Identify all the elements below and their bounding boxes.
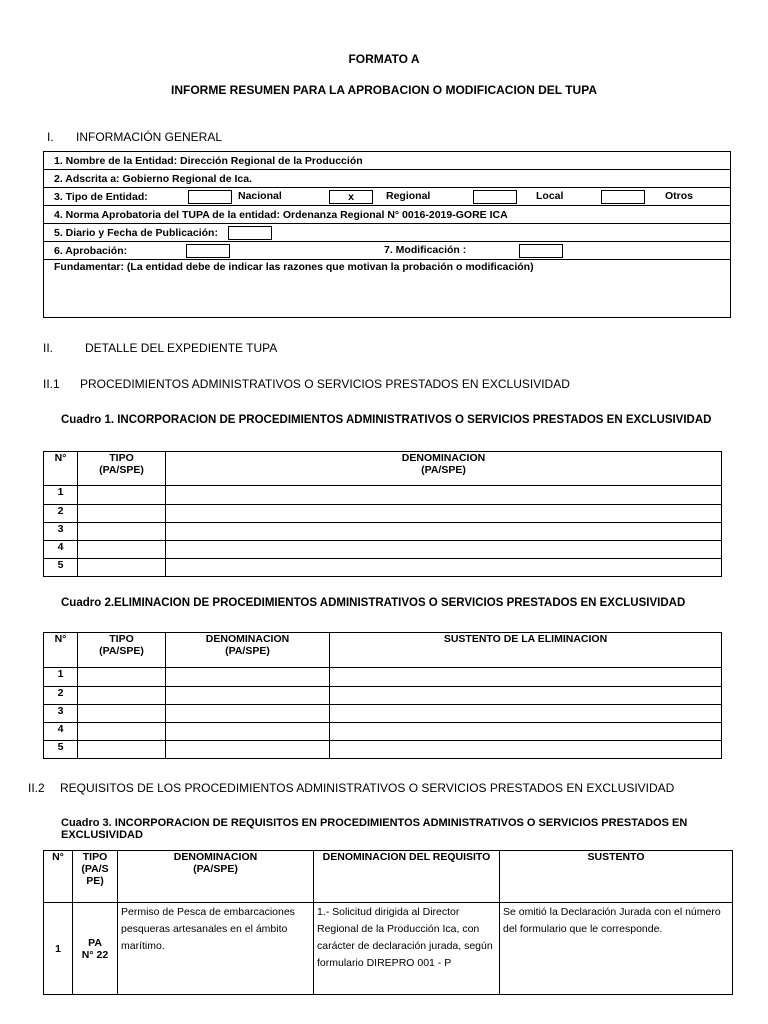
entity-type-row (44, 188, 731, 206)
c2-sust-cell[interactable] (330, 668, 722, 687)
c1-header-n: N° (44, 452, 78, 486)
otros-checkbox[interactable] (601, 190, 645, 204)
regional-label: Regional (386, 190, 431, 202)
c1-tipo-cell[interactable] (78, 505, 166, 523)
c1-den-cell[interactable] (166, 523, 722, 541)
section-2-title: DETALLE DEL EXPEDIENTE TUPA (85, 341, 278, 355)
c1-tipo-cell[interactable] (78, 541, 166, 559)
c2-header-denominacion: DENOMINACION (PA/SPE) (166, 633, 330, 668)
modificacion-field[interactable] (519, 244, 563, 258)
nacional-checkbox[interactable] (188, 190, 232, 204)
cuadro-3-caption: Cuadro 3. INCORPORACION DE REQUISITOS EN PROCEDIMIENTOS ADMINISTRATIVOS O SERVICIOS PRESTADOS EN EXCLUSIVIDAD (61, 817, 688, 841)
c2-header-n: N° (44, 633, 78, 668)
c3-header-n: N° (44, 851, 73, 903)
c3-header-sustento: SUSTENTO (500, 851, 733, 903)
cuadro-1-table (43, 451, 722, 577)
c2-header-tipo: TIPO (PA/SPE) (78, 633, 166, 668)
document-title: INFORME RESUMEN PARA LA APROBACION O MODIFICACION DEL TUPA (171, 83, 597, 97)
cuadro-3-table (43, 850, 733, 995)
modificacion-label: 7. Modificación : (384, 244, 467, 256)
c2-sust-cell[interactable] (330, 687, 722, 705)
cuadro-1-caption: Cuadro 1. INCORPORACION DE PROCEDIMIENTOS ADMINISTRATIVOS O SERVICIOS PRESTADOS EN EXCLUSIVIDAD (61, 414, 712, 426)
c3-header-tipo: TIPO (PA/S PE) (73, 851, 118, 903)
c1-header-tipo: TIPO (PA/SPE) (78, 452, 166, 486)
section-1-title: INFORMACIÓN GENERAL (76, 130, 223, 144)
c3-header-requisito: DENOMINACION DEL REQUISITO (314, 851, 500, 903)
c3-tipo-cell: PA N° 22 (73, 903, 118, 995)
section-2-number: II. (43, 341, 54, 355)
regional-checkbox[interactable]: x (329, 190, 373, 204)
c2-tipo-cell[interactable] (78, 668, 166, 687)
c2-tipo-cell[interactable] (78, 705, 166, 723)
c3-sustento-cell: Se omitió la Declaración Jurada con el número del formulario que le corresponde. (500, 903, 733, 995)
otros-label: Otros (665, 190, 694, 202)
table-row: 4 (44, 723, 78, 741)
table-row: 3 (44, 523, 78, 541)
c2-sust-cell[interactable] (330, 705, 722, 723)
c2-tipo-cell[interactable] (78, 741, 166, 759)
general-info-table (43, 151, 731, 318)
nacional-label: Nacional (238, 190, 282, 202)
aprobacion-label: 6. Aprobación: (54, 244, 128, 257)
approval-row (44, 242, 731, 260)
c3-denominacion-cell: Permiso de Pesca de embarcaciones pesqueras artesanales en el ámbito marítimo. (118, 903, 314, 995)
c2-den-cell[interactable] (166, 741, 330, 759)
cuadro-2-caption: Cuadro 2.ELIMINACION DE PROCEDIMIENTOS ADMINISTRATIVOS O SERVICIOS PRESTADOS EN EXCLUSIVIDAD (61, 597, 686, 609)
section-2-1-number: II.1 (43, 377, 60, 391)
entity-name-row: 1. Nombre de la Entidad: Dirección Regional de la Producción (44, 152, 731, 170)
c2-den-cell[interactable] (166, 723, 330, 741)
adscrita-row: 2. Adscrita a: Gobierno Regional de Ica. (44, 170, 731, 188)
diario-label: 5. Diario y Fecha de Publicación: (54, 226, 218, 239)
section-2-2-number: II.2 (28, 781, 45, 795)
c1-den-cell[interactable] (166, 559, 722, 577)
local-checkbox[interactable] (473, 190, 517, 204)
table-row: 2 (44, 687, 78, 705)
c2-den-cell[interactable] (166, 668, 330, 687)
table-row: 1 (44, 668, 78, 687)
c1-tipo-cell[interactable] (78, 559, 166, 577)
c1-tipo-cell[interactable] (78, 486, 166, 505)
table-row: 1 (44, 486, 78, 505)
cuadro-2-table (43, 632, 722, 759)
section-2-1-title: PROCEDIMIENTOS ADMINISTRATIVOS O SERVICIOS PRESTADOS EN EXCLUSIVIDAD (80, 377, 570, 391)
table-row: 4 (44, 541, 78, 559)
table-row: 3 (44, 705, 78, 723)
c2-den-cell[interactable] (166, 687, 330, 705)
fundamentar-row: Fundamentar: (La entidad debe de indicar las razones que motivan la probación o modificación) (44, 260, 731, 318)
diario-row (44, 224, 731, 242)
diario-field[interactable] (228, 226, 272, 240)
aprobacion-field[interactable] (186, 244, 230, 258)
c1-den-cell[interactable] (166, 505, 722, 523)
table-row: 5 (44, 741, 78, 759)
c1-den-cell[interactable] (166, 486, 722, 505)
entity-type-label: 3. Tipo de Entidad: (54, 190, 148, 203)
c2-tipo-cell[interactable] (78, 687, 166, 705)
table-row: 5 (44, 559, 78, 577)
c1-tipo-cell[interactable] (78, 523, 166, 541)
c2-sust-cell[interactable] (330, 741, 722, 759)
table-row: 2 (44, 505, 78, 523)
c2-tipo-cell[interactable] (78, 723, 166, 741)
norma-row: 4. Norma Aprobatoria del TUPA de la entidad: Ordenanza Regional N° 0016-2019-GORE ICA (44, 206, 731, 224)
section-2-2-title: REQUISITOS DE LOS PROCEDIMIENTOS ADMINISTRATIVOS O SERVICIOS PRESTADOS EN EXCLUSIVIDAD (60, 781, 675, 795)
c2-header-sustento: SUSTENTO DE LA ELIMINACION (330, 633, 722, 668)
c1-den-cell[interactable] (166, 541, 722, 559)
c2-den-cell[interactable] (166, 705, 330, 723)
formato-title: FORMATO A (348, 52, 420, 66)
c1-header-denominacion: DENOMINACION (PA/SPE) (166, 452, 722, 486)
c3-header-denominacion: DENOMINACION (PA/SPE) (118, 851, 314, 903)
c3-requisito-cell: 1.- Solicitud dirigida al Director Regional de la Producción Ica, con carácter de declaración jurada, según formulario DIREPRO 001 - P (314, 903, 500, 995)
local-label: Local (536, 190, 564, 202)
section-1-number: I. (47, 130, 54, 144)
c2-sust-cell[interactable] (330, 723, 722, 741)
table-row: 1 (44, 903, 73, 995)
